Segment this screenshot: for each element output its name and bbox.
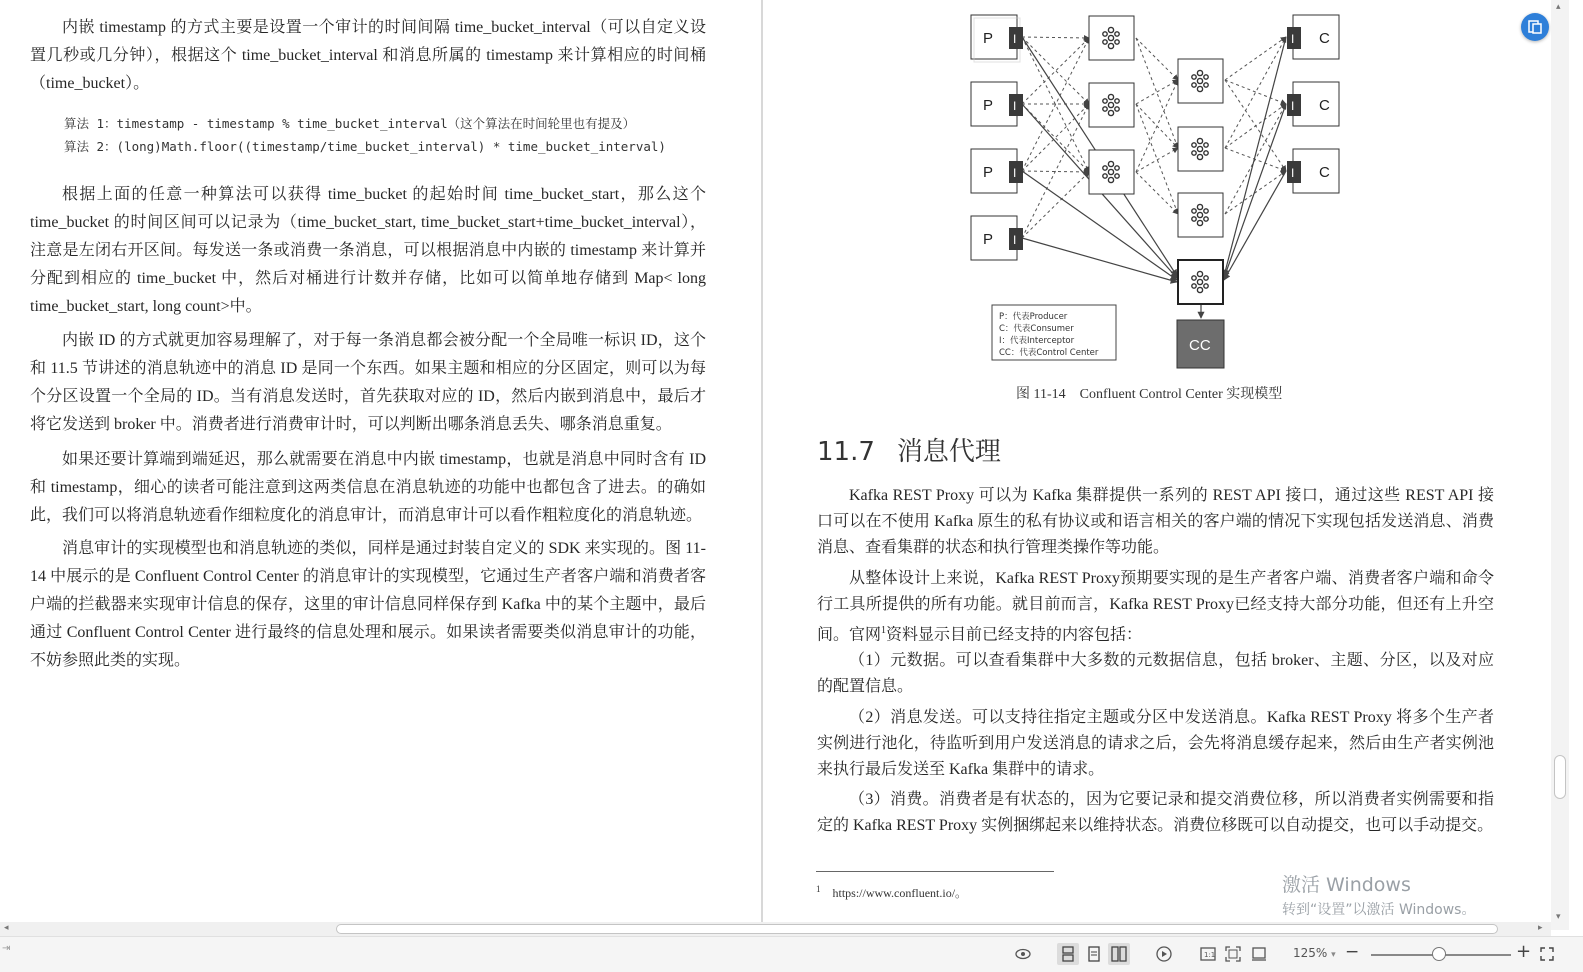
footnote-ref[interactable]: 1 <box>881 625 887 636</box>
svg-text:P: P <box>983 164 994 181</box>
floating-translate-button[interactable] <box>1521 13 1549 41</box>
svg-text:C：代表Consumer: C：代表Consumer <box>999 324 1074 334</box>
svg-text:P: P <box>983 231 994 248</box>
fit-page-icon <box>1225 946 1241 962</box>
section-number: 11.7 <box>817 437 875 467</box>
fullscreen-icon <box>1540 947 1554 961</box>
status-bar <box>0 936 1583 972</box>
right-para-1: Kafka REST Proxy 可以为 Kafka 集群提供一系列的 REST API 接口，通过这些 REST API 接口可以在不使用 Kafka 原生的私有协议或和语言相关的客户端的情况下实现包括发送消息、消费消息、查看集群的状态和执行管理类操作等功能。 <box>817 487 1494 556</box>
control-center-node <box>1177 320 1224 368</box>
document-icon <box>1527 19 1543 35</box>
svg-text:I: I <box>1291 99 1295 113</box>
figure-11-14 <box>763 0 1543 380</box>
footnote-divider <box>816 871 1054 872</box>
actual-size-icon <box>1200 947 1216 961</box>
play-icon <box>1156 946 1172 962</box>
continuous-view-button[interactable] <box>1057 943 1079 965</box>
svg-text:P: P <box>983 97 994 114</box>
single-page-icon <box>1088 946 1100 962</box>
left-para-3: 内嵌 ID 的方式就更加容易理解了，对于每一条消息都会被分配一个全局唯一标识 ID，这个和 11.5 节讲述的消息轨迹中的消息 ID 是同一个东西。如果主题和相应的分区固定，则可以为每个分区设置一个全局的 ID。当有消息发送时，首先获取对应的 ID，然后内嵌到消息中，最后才将它发送到 broker 中。消费者进行消费审计时，可以判断出哪条消息丢失、哪条消息重复。 <box>30 332 706 433</box>
code-line-2: 算法 2：(long)Math.floor((timestamp/time_bucket_interval) * time_bucket_interval) <box>64 139 666 154</box>
svg-text:I: I <box>1013 99 1017 113</box>
svg-text:I: I <box>1013 32 1017 46</box>
svg-text:1:1: 1:1 <box>1204 951 1216 959</box>
figure-caption: 图 11-14 Confluent Control Center 实现模型 <box>1016 387 1283 402</box>
sidebar-toggle-icon[interactable]: ⇥ <box>2 943 11 954</box>
figure-legend <box>992 305 1116 360</box>
two-page-icon <box>1111 946 1127 962</box>
zoom-out-button[interactable]: − <box>1345 942 1360 962</box>
right-para-2-b: 资料显示目前已经支持的内容包括： <box>886 626 1143 644</box>
fit-width-button[interactable] <box>1248 943 1270 965</box>
scroll-up-icon[interactable]: ▴ <box>1556 2 1561 12</box>
svg-text:C: C <box>1319 30 1330 47</box>
list-item-produce: （2）消息发送。可以支持往指定主题或分区中发送消息。Kafka REST Proxy 将多个生产者实例进行池化，待监听到用户发送消息的请求之后，会先将消息缓存起来，然后由生产者实例池来执行最后发送至 Kafka 集群中的请求。 <box>817 709 1494 778</box>
svg-text:P：代表Producer: P：代表Producer <box>999 312 1068 322</box>
producer-nodes <box>971 15 1023 260</box>
svg-text:CC：代表Control Center: CC：代表Control Center <box>999 348 1099 358</box>
zoom-value: 125% <box>1293 946 1328 960</box>
scroll-left-icon[interactable]: ◂ <box>4 923 9 933</box>
left-para-4: 如果还要计算端到端延迟，那么就需要在消息中内嵌 timestamp，也就是消息中同时含有 ID 和 timestamp，细心的读者可能注意到这两类信息在消息轨迹的功能中也都包含了进去。的确如此，我们可以将消息轨迹看作细粒度化的消息审计，而消息审计可以看作粗粒度化的消息轨迹。 <box>30 451 706 524</box>
eye-protection-button[interactable] <box>1012 943 1034 965</box>
fit-page-button[interactable] <box>1222 943 1244 965</box>
svg-text:I：代表Interceptor: I：代表Interceptor <box>999 336 1075 346</box>
horizontal-scroll-thumb[interactable] <box>336 924 1498 934</box>
footnote-number: 1 <box>816 884 821 894</box>
broker-nodes <box>1089 16 1223 304</box>
two-page-button[interactable] <box>1108 943 1130 965</box>
fit-width-icon <box>1251 947 1267 961</box>
section-title-text: 消息代理 <box>896 437 1001 467</box>
consumer-nodes <box>1287 15 1339 193</box>
left-para-1: 内嵌 timestamp 的方式主要是设置一个审计的时间间隔 time_bucket_interval（可以自定义设置几秒或几分钟），根据这个 time_bucket_interval 和消息所属的 timestamp 来计算相应的时间桶（time_bucket）。 <box>30 19 706 92</box>
right-para-2 <box>817 566 1494 648</box>
vertical-scroll-thumb[interactable] <box>1554 755 1566 799</box>
single-page-button[interactable] <box>1083 943 1105 965</box>
watermark-line-2: 转到“设置”以激活 Windows。 <box>1282 902 1476 918</box>
footnote-link[interactable]: https://www.confluent.io/。 <box>832 886 968 900</box>
horizontal-scrollbar[interactable] <box>0 922 1551 936</box>
left-page <box>0 0 762 922</box>
section-heading <box>817 431 1001 468</box>
svg-text:CC: CC <box>1189 337 1211 354</box>
play-button[interactable] <box>1153 943 1175 965</box>
svg-text:C: C <box>1319 164 1330 181</box>
activation-watermark <box>1282 870 1475 919</box>
list-item-consume: （3）消费。消费者是有状态的，因为它要记录和提交消费位移，所以消费者实例需要和指定的 Kafka REST Proxy 实例捆绑起来以维持状态。消费位移既可以自动提交，也可以手动提交。 <box>817 791 1494 834</box>
svg-text:I: I <box>1013 233 1017 247</box>
code-line-1: 算法 1：timestamp - timestamp % time_bucket_interval（这个算法在时间轮里也有提及） <box>64 116 636 131</box>
list-item-metadata: （1）元数据。可以查看集群中大多数的元数据信息，包括 broker、主题、分区，以及对应的配置信息。 <box>817 652 1494 695</box>
scroll-down-icon[interactable]: ▾ <box>1556 912 1561 922</box>
continuous-page-icon <box>1061 946 1075 962</box>
svg-text:P: P <box>983 30 994 47</box>
footnote <box>816 884 967 901</box>
actual-size-button[interactable] <box>1197 943 1219 965</box>
svg-text:I: I <box>1291 32 1295 46</box>
zoom-slider-knob[interactable] <box>1432 947 1446 961</box>
left-para-2: 根据上面的任意一种算法可以获得 time_bucket 的起始时间 time_bucket_start，那么这个 time_bucket 的时间区间可以记录为（time_bucket_start, time_bucket_start+time_bucket_interval），注意是左闭右开区间。每发送一条或消费一条消息，可以根据消息中内嵌的 timestamp 来计算并分配到相应的 time_bucket 中，然后对桶进行计数并存储，比如可以简单地存储到 Map< long time_bucket_start, long count>中。 <box>30 186 706 315</box>
right-para-2-a: 从整体设计上来说，Kafka REST Proxy预期要实现的是生产者客户端、消费者客户端和命令行工具所提供的所有功能。就目前而言，Kafka REST Proxy已经支持大部分功能，但还有上升空间。官网 <box>817 570 1494 644</box>
svg-text:I: I <box>1013 166 1017 180</box>
svg-text:I: I <box>1291 166 1295 180</box>
watermark-line-1: 激活 Windows <box>1282 874 1411 896</box>
zoom-level[interactable] <box>1293 946 1336 960</box>
vertical-scrollbar[interactable] <box>1551 0 1569 930</box>
zoom-in-button[interactable]: + <box>1516 941 1532 962</box>
left-para-5: 消息审计的实现模型也和消息轨迹的类似，同样是通过封装自定义的 SDK 来实现的。图 11-14 中展示的是 Confluent Control Center 的消息审计的实现模型，它通过生产者客户端和消费者客户端的拦截器来实现审计信息的保存，这里的审计信息同样保存到 Kafka 中的某个主题中，最后通过 Confluent Control Center 进行最终的信息处理和展示。如果读者需要类似消息审计的功能，不妨参照此类的实现。 <box>30 540 706 669</box>
fullscreen-button[interactable] <box>1536 943 1558 965</box>
chevron-down-icon: ▾ <box>1331 950 1336 960</box>
scroll-right-icon[interactable]: ▸ <box>1538 923 1543 933</box>
eye-icon <box>1015 948 1031 960</box>
svg-text:C: C <box>1319 97 1330 114</box>
